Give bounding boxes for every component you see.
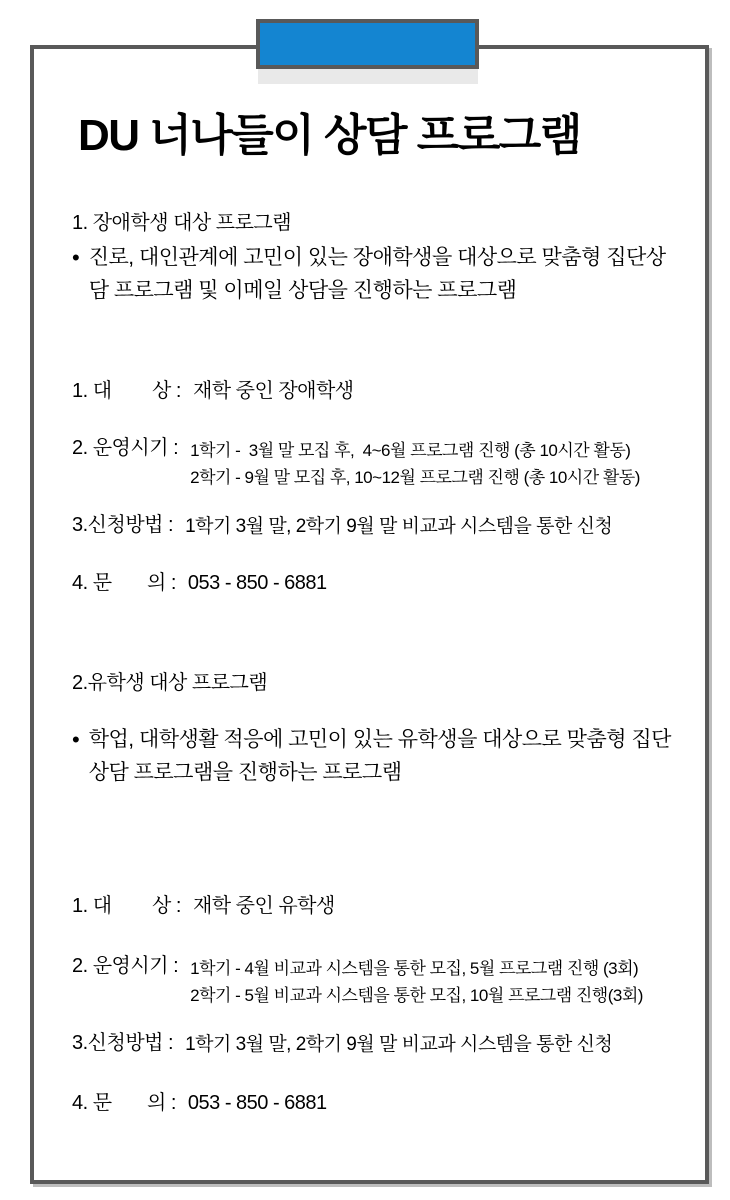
info-value: [190, 953, 643, 1009]
bullet-item: [72, 241, 691, 307]
bullet-line: 담 프로그램 및 이메일 상담을 진행하는 프로그램: [88, 279, 517, 302]
info-value: [193, 378, 354, 405]
info-value-line: 재학 중인 장애학생: [192, 380, 354, 402]
info-label: 2. 운영시기 :: [72, 437, 179, 459]
section-heading: 2.유학생 대상 프로그램: [72, 672, 268, 694]
info-label: 2. 운영시기 :: [72, 955, 179, 977]
info-item-target: [72, 378, 691, 405]
info-label: 4. 문 의 :: [72, 572, 176, 594]
info-value-line: 재학 중인 유학생: [192, 895, 335, 917]
bullet-line: 진로, 대인관계에 고민이 있는 장애학생을 대상으로 맞춤형 집단상: [88, 246, 666, 269]
info-value: [185, 1030, 612, 1058]
bullet-line: 상담 프로그램을 진행하는 프로그램: [88, 761, 402, 784]
info-label: 1. 대 상 :: [72, 380, 181, 402]
phone-number: 053 - 850 - 6881: [187, 572, 327, 594]
info-value-line: 2학기 - 9월 말 모집 후, 10~12월 프로그램 진행 (총 10시간 활동): [190, 468, 640, 487]
info-item-target: [72, 893, 691, 920]
info-item-apply: [72, 512, 691, 540]
info-value: [185, 512, 612, 540]
bullet-item: [72, 723, 691, 789]
info-item-contact: [72, 1090, 691, 1117]
bullet-dot: •: [72, 727, 80, 752]
info-value-line: 1학기 3월 말, 2학기 9월 말 비교과 시스템을 통한 신청: [185, 516, 613, 537]
bullet-text: [89, 723, 671, 789]
page-title: DU 너나들이 상담 프로그램: [78, 111, 581, 160]
info-item-contact: [72, 570, 691, 597]
info-label: 1. 대 상 :: [72, 895, 181, 917]
info-value-line: 1학기 - 4월 비교과 시스템을 통한 모집, 5월 프로그램 진행 (3회): [190, 959, 639, 978]
clipboard-tab-shadow: [258, 69, 478, 84]
info-item-schedule: [72, 435, 691, 491]
info-label: 3.신청방법 :: [72, 1032, 174, 1054]
info-value: [190, 435, 640, 491]
phone-number: 053 - 850 - 6881: [187, 1092, 327, 1114]
info-label: 4. 문 의 :: [72, 1092, 176, 1114]
clipboard-tab: [256, 19, 479, 69]
info-value-line: 1학기 - 3월 말 모집 후, 4~6월 프로그램 진행 (총 10시간 활동): [190, 441, 631, 460]
info-value: [188, 570, 327, 597]
bullet-dot: •: [72, 245, 80, 270]
info-value: [193, 893, 335, 920]
info-item-apply: [72, 1030, 691, 1058]
info-label: 3.신청방법 :: [72, 514, 174, 536]
info-item-schedule: [72, 953, 691, 1009]
bullet-text: [89, 241, 666, 307]
section-heading: 1. 장애학생 대상 프로그램: [72, 212, 292, 234]
bullet-line: 학업, 대학생활 적응에 고민이 있는 유학생을 대상으로 맞춤형 집단: [88, 728, 671, 751]
info-value-line: 1학기 3월 말, 2학기 9월 말 비교과 시스템을 통한 신청: [185, 1034, 613, 1055]
notice-panel: [30, 45, 709, 1184]
info-value: [188, 1090, 327, 1117]
info-value-line: 2학기 - 5월 비교과 시스템을 통한 모집, 10월 프로그램 진행(3회): [190, 986, 643, 1005]
